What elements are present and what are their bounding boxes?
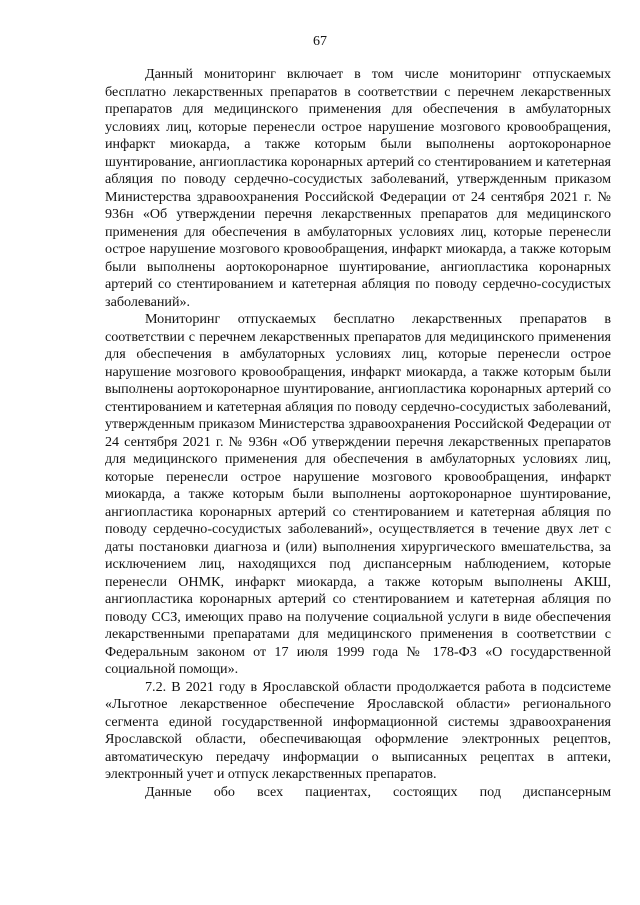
document-body [105, 66, 611, 801]
paragraph-patient-data: Данные обо всех пациентах, состоящих под диспансерным [145, 783, 611, 800]
paragraph-section-7-2: 7.2. В 2021 году в Ярославской области продолжается работа в подсистеме «Льготное лекарственное обеспечение Ярославской области» регионального сегмента единой государственной информационной системы здравоохранения Ярославской области, обеспечивающая оформление электронных рецептов, автоматическую передачу информации о выписанных рецептах в аптеки, электронный учет и отпуск лекарственных препаратов. [105, 678, 611, 782]
page-number: 67 [313, 34, 327, 49]
paragraph-monitoring-includes: Данный мониторинг включает в том числе мониторинг отпускаемых бесплатно лекарственных препаратов в соответствии с перечнем лекарственных препаратов для медицинского применения для обеспечения в амбулаторных условиях лиц, которые перенесли острое нарушение мозгового кровообращения, инфаркт миокарда, а также которым были выполнены аортокоронарное шунтирование, ангиопластика коронарных артерий со стентированием и катетерная абляция по поводу сердечно-сосудистых заболеваний, утвержденным приказом Министерства здравоохранения Российской Федерации от 24 сентября 2021 г. № 936н «Об утверждении перечня лекарственных препаратов для медицинского применения для обеспечения в амбулаторных условиях лиц, которые перенесли острое нарушение мозгового кровообращения, инфаркт миокарда, а также которым были выполнены аортокоронарное шунтирование, ангиопластика коронарных артерий со стентированием и катетерная абляция по поводу сердечно-сосудистых заболеваний». [105, 66, 611, 310]
paragraph-monitoring-period: Мониторинг отпускаемых бесплатно лекарственных препаратов в соответствии с перечнем лекарственных препаратов для медицинского применения для обеспечения в амбулаторных условиях лиц, которые перенесли острое нарушение мозгового кровообращения, инфаркт миокарда, а также которым были выполнены аортокоронарное шунтирование, ангиопластика коронарных артерий со стентированием и катетерная абляция по поводу сердечно-сосудистых заболеваний, утвержденным приказом Министерства здравоохранения Российской Федерации от 24 сентября 2021 г. № 936н «Об утверждении перечня лекарственных препаратов для медицинского применения для обеспечения в амбулаторных условиях лиц, которые перенесли острое нарушение мозгового кровообращения, инфаркт миокарда, а также которым были выполнены аортокоронарное шунтирование, ангиопластика коронарных артерий со стентированием и катетерная абляция по поводу сердечно-сосудистых заболеваний», осуществляется в течение двух лет с даты постановки диагноза и (или) выполнения хирургического вмешательства, за исключением лиц, находящихся под диспансерным наблюдением, которые перенесли ОНМК, инфаркт миокарда, а также которым выполнены АКШ, ангиопластика коронарных артерий со стентированием и катетерная абляция по поводу ССЗ, имеющих право на получение социальной услуги в виде обеспечения лекарственными препаратами для медицинского применения в соответствии с Федеральным законом от 17 июля 1999 года № 178-ФЗ «О государственной социальной помощи». [105, 311, 611, 677]
